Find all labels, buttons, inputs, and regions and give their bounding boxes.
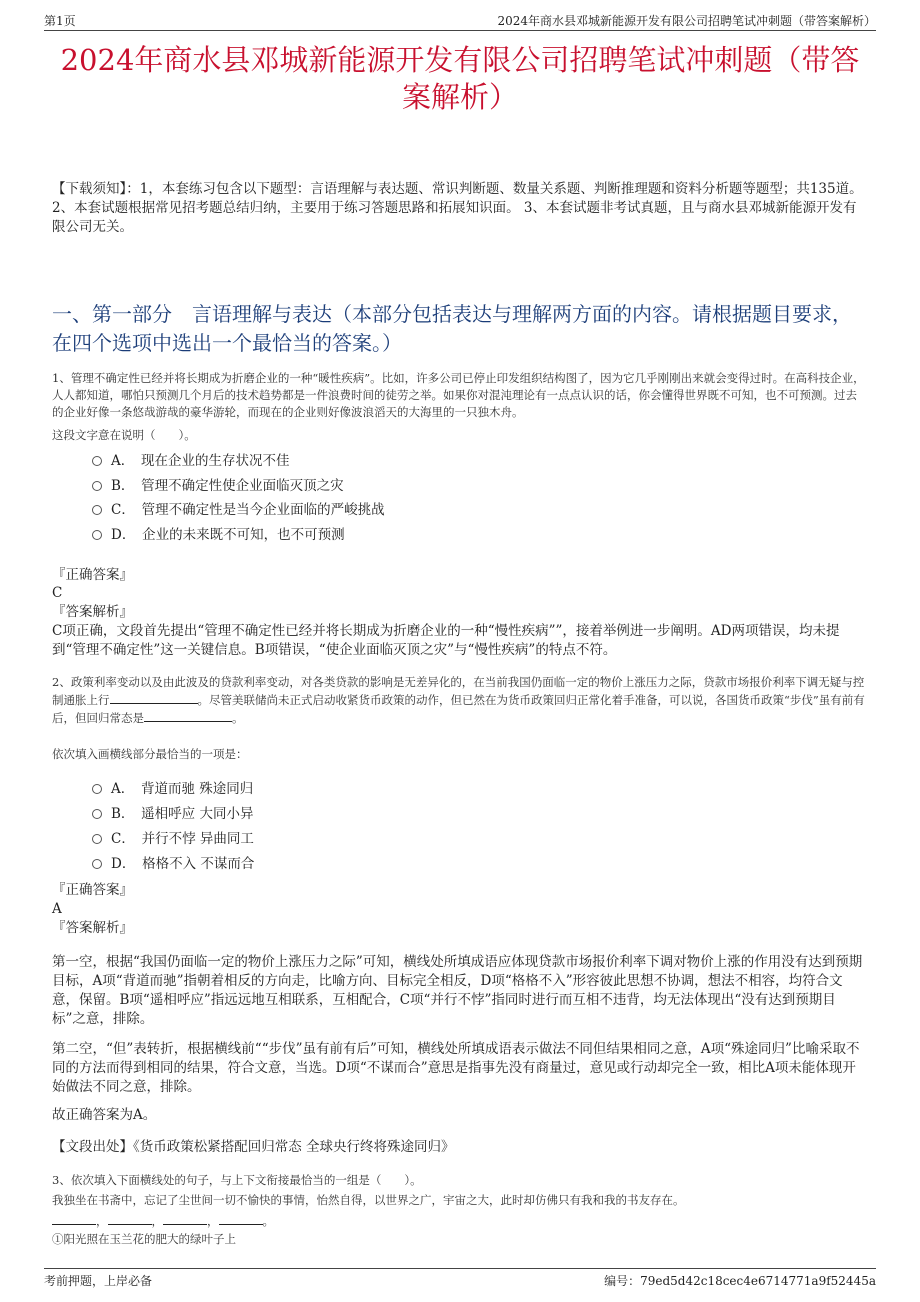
fill-blank-1 <box>110 691 198 704</box>
fill-blank <box>219 1212 263 1225</box>
question-1-option-b[interactable] <box>92 477 344 495</box>
question-1-stem: 1、管理不确定性已经并将长期成为折磨企业的一种“暖性疾病”。比如，许多公司已停止印发组织结构图了，因为它几乎刚刚出来就会变得过时。在高科技企业，人人都知道，哪怕只预测几个月后的技术趋势都是一件浪费时间的徒劳之举。如果你对混沌理论有一点点认识的话，你会懂得世界既不可知，也不可预测。过去的企业好像一条悠哉游哉的豪华游轮，而现在的企业则好像波浪滔天的大海里的一只独木舟。 <box>52 371 865 419</box>
radio-icon <box>92 530 102 540</box>
download-notice: 【下载须知】：1，本套练习包含以下题型：言语理解与表达题、常识判断题、数量关系题、判断推理题和资料分析题等题型；共135道。 2、本套试题根据常见招考题总结归纳，主要用于练习答题思路和拓展知识面。 3、本套试题非考试真题，且与商水县邓城新能源开发有限公司无关。 <box>52 181 863 235</box>
question-1-option-c[interactable] <box>92 501 385 519</box>
question-2-source: 【文段出处】《货币政策松紧搭配回归常态 全球央行终将殊途同归》 <box>52 1139 455 1155</box>
header-divider <box>44 30 876 31</box>
radio-icon <box>92 481 102 491</box>
question-2-analysis-part-1: 第一空，根据“我国仍面临一定的物价上涨压力之际”可知，横线处所填成语应体现贷款市场报价利率下调对物价上涨的作用没有达到预期目标，A项“背道而驰”指朝着相反的方向走，比喻方向、目标完全相反，D项“格格不入”形容彼此思想不协调，想法不相容，均符合文意，保留。B项“遥相呼应”指远远地互相联系，互相配合，C项“并行不悖”指同时进行而互相不违背，均无法体现出“没有达到预期目标”之意，排除。 <box>52 954 863 1027</box>
section-heading: 一、第一部分 言语理解与表达（本部分包括表达与理解两方面的内容。请根据题目要求，在四个选项中选出一个最恰当的答案。） <box>52 302 852 355</box>
question-2-option-a[interactable] <box>92 780 253 798</box>
radio-icon <box>92 784 102 794</box>
question-2-option-d[interactable] <box>92 855 254 873</box>
question-2-option-b[interactable] <box>92 805 253 823</box>
radio-icon <box>92 456 102 466</box>
radio-icon <box>92 809 102 819</box>
fill-blank <box>108 1212 152 1225</box>
question-2-option-c[interactable] <box>92 830 254 848</box>
question-1-analysis: C项正确，文段首先提出“管理不确定性已经并将长期成为折磨企业的一种“慢性疾病””，接着举例进一步阐明。AD两项错误，均未提到“管理不确定性”这一关键信息。B项错误，“使企业面临灭顶之灾”与“慢性疾病”的特点不符。 <box>52 623 840 658</box>
option-label: D． 格格不入 不谋而合 <box>111 856 255 872</box>
question-3-passage: 我独坐在书斋中，忘记了尘世间一切不愉快的事情，怡然自得，以世界之广，宇宙之大，此时却仿佛只有我和我的书友存在。 <box>52 1193 685 1207</box>
fill-blank-2 <box>144 709 232 722</box>
question-2-conclusion: 故正确答案为A。 <box>52 1107 157 1123</box>
question-3-item-1: ①阳光照在玉兰花的肥大的绿叶子上 <box>52 1232 236 1246</box>
question-1-analysis-label: 『答案解析』 <box>52 604 133 620</box>
question-2-analysis-part-2: 第二空，“但”表转折，根据横线前““步伐”虽有前有后”可知，横线处所填成语表示做法不同但结果相同之意，A项“殊途同归”比喻采取不同的方法而得到相同的结果，符合文意，当选。D项“不谋而合”意思是指事先没有商量过，意见或行动却完全一致，相比A项未能体现开始做法不同之意，排除。 <box>52 1041 860 1095</box>
option-label: A． 背道而驰 殊途同归 <box>111 781 254 797</box>
fill-blank <box>163 1212 207 1225</box>
question-2-analysis-label: 『答案解析』 <box>52 920 133 936</box>
option-label: B． 管理不确定性使企业面临灭顶之灾 <box>111 478 344 494</box>
question-2-stem: 2、政策利率变动以及由此波及的贷款利率变动，对各类贷款的影响是无差异化的，在当前我国仍面临一定的物价上涨压力之际，贷款市场报价利率下调无疑与控制通胀上行 。尽管美联储尚未正式启动收紧货币政策的动作，但已然在为货币政策回归正常化着手准备，可以说，各国货币政策“步伐”虽有前有后，但回归常态是 。 <box>52 675 865 725</box>
option-label: D． 企业的未来既不可知，也不可预测 <box>111 527 345 543</box>
footer-doc-id: 编号：79ed5d42c18cec4e6714771a9f52445a <box>604 1274 876 1288</box>
question-1-answer: C <box>52 585 63 601</box>
question-3-blanks: ， ， ， 。 <box>52 1212 868 1230</box>
fill-blank <box>52 1212 96 1225</box>
question-2-ask: 依次填入画横线部分最恰当的一项是： <box>52 747 248 761</box>
radio-icon <box>92 834 102 844</box>
question-2-answer: A <box>52 901 62 917</box>
question-1-option-d[interactable] <box>92 526 345 544</box>
question-1-answer-label: 『正确答案』 <box>52 567 133 583</box>
option-label: C． 管理不确定性是当今企业面临的严峻挑战 <box>111 502 385 518</box>
option-label: A． 现在企业的生存状况不佳 <box>111 453 290 469</box>
radio-icon <box>92 859 102 869</box>
question-2-answer-label: 『正确答案』 <box>52 882 133 898</box>
header-doc-title: 2024年商水县邓城新能源开发有限公司招聘笔试冲刺题（带答案解析） <box>497 14 876 28</box>
page-number: 第1页 <box>44 14 76 28</box>
footer-divider <box>44 1268 876 1269</box>
radio-icon <box>92 505 102 515</box>
question-1-ask: 这段文字意在说明（ ）。 <box>52 428 196 442</box>
question-1-option-a[interactable] <box>92 452 290 470</box>
question-3-stem: 3、依次填入下面横线处的句子，与上下文衔接最恰当的一组是（ ）。 <box>52 1173 422 1187</box>
option-label: B． 遥相呼应 大同小异 <box>111 806 254 822</box>
page-title: 2024年商水县邓城新能源开发有限公司招聘笔试冲刺题（带答案解析） <box>60 43 860 114</box>
footer-slogan: 考前押题，上岸必备 <box>44 1274 153 1288</box>
option-label: C． 并行不悖 异曲同工 <box>111 831 254 847</box>
